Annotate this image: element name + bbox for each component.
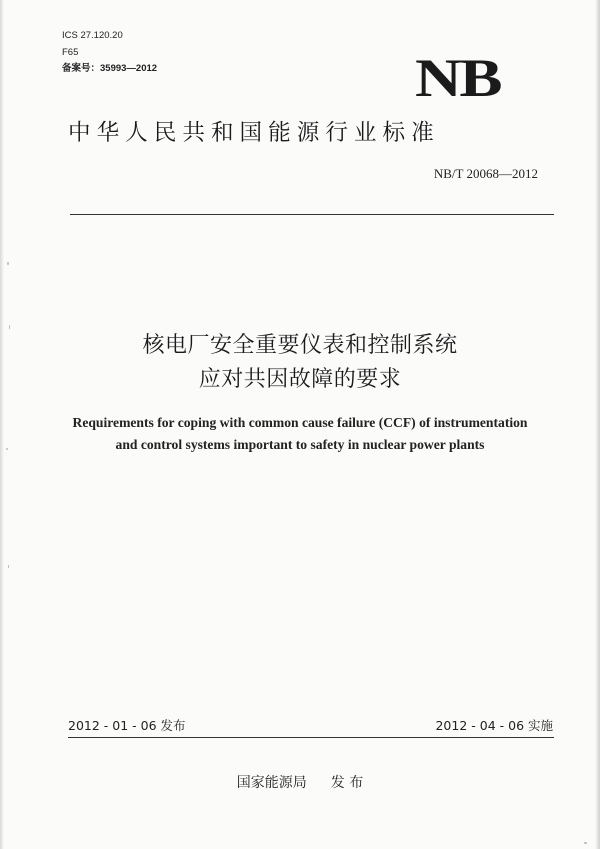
record-number: 备案号：35993—2012 [62, 63, 158, 74]
publish-label: 发 布 [330, 775, 364, 791]
implementation-date: 2012 - 04 - 06 实施 [435, 718, 553, 733]
chinese-title-line-1: 核电厂安全重要仪表和控制系统 [142, 333, 458, 358]
nb-logo: NB [415, 48, 501, 108]
publisher-line [0, 774, 600, 792]
english-title-line-2: and control systems important to safety in nuclear power plants [115, 437, 485, 452]
footer-divider [68, 737, 554, 738]
header-divider [70, 214, 554, 215]
issue-date: 2012 - 01 - 06 发布 [68, 718, 186, 733]
ccs-code: F65 [62, 47, 79, 58]
ics-code: ICS 27.120.20 [62, 30, 123, 41]
standard-number: NB/T 20068—2012 [433, 166, 538, 181]
chinese-title-line-2: 应对共因故障的要求 [198, 367, 402, 392]
english-title-line-1: Requirements for coping with common cause failure (CCF) of instrumentation [72, 415, 528, 430]
standard-type-heading: 中华人民共和国能源行业标准 [68, 120, 440, 146]
publisher-name: 国家能源局 [236, 775, 307, 791]
